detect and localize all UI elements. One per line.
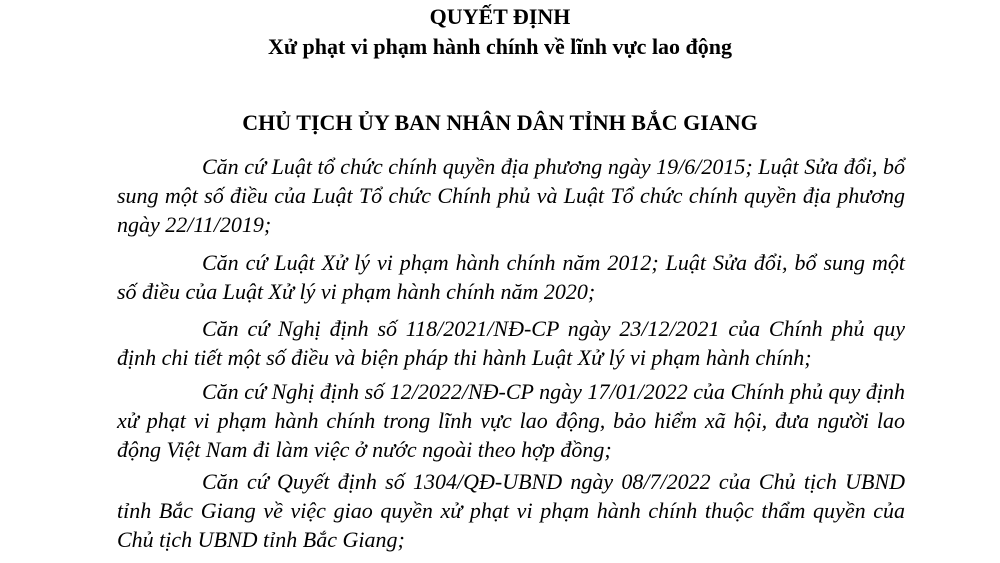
legal-basis-paragraph: Căn cứ Nghị định số 118/2021/NĐ-CP ngày 23/12/2021 của Chính phủ quy định chi tiết một số điều và biện pháp thi hành Luật Xử lý vi phạm hành chính; (117, 316, 905, 370)
document-title: QUYẾT ĐỊNH (429, 4, 571, 29)
legal-basis-paragraph: Căn cứ Luật Xử lý vi phạm hành chính năm 2012; Luật Sửa đổi, bổ sung một số điều của Luật Xử lý vi phạm hành chính năm 2020; (117, 250, 905, 304)
document-subtitle: Xử phạt vi phạm hành chính về lĩnh vực lao động (267, 34, 733, 59)
legal-basis-paragraph: Căn cứ Quyết định số 1304/QĐ-UBND ngày 08/7/2022 của Chủ tịch UBND tỉnh Bắc Giang về việc giao quyền xử phạt vi phạm hành chính thuộc thẩm quyền của Chủ tịch UBND tỉnh Bắc Giang; (117, 469, 905, 552)
issuing-authority: CHỦ TỊCH ỦY BAN NHÂN DÂN TỈNH BẮC GIANG (242, 110, 758, 135)
legal-basis-paragraph: Căn cứ Luật tổ chức chính quyền địa phương ngày 19/6/2015; Luật Sửa đổi, bổ sung một số điều của Luật Tổ chức Chính phủ và Luật Tổ chức chính quyền địa phương ngày 22/11/2019; (117, 154, 905, 237)
legal-basis-paragraph: Căn cứ Nghị định số 12/2022/NĐ-CP ngày 17/01/2022 của Chính phủ quy định xử phạt vi phạm hành chính trong lĩnh vực lao động, bảo hiểm xã hội, đưa người lao động Việt Nam đi làm việc ở nước ngoài theo hợp đồng; (117, 379, 905, 462)
